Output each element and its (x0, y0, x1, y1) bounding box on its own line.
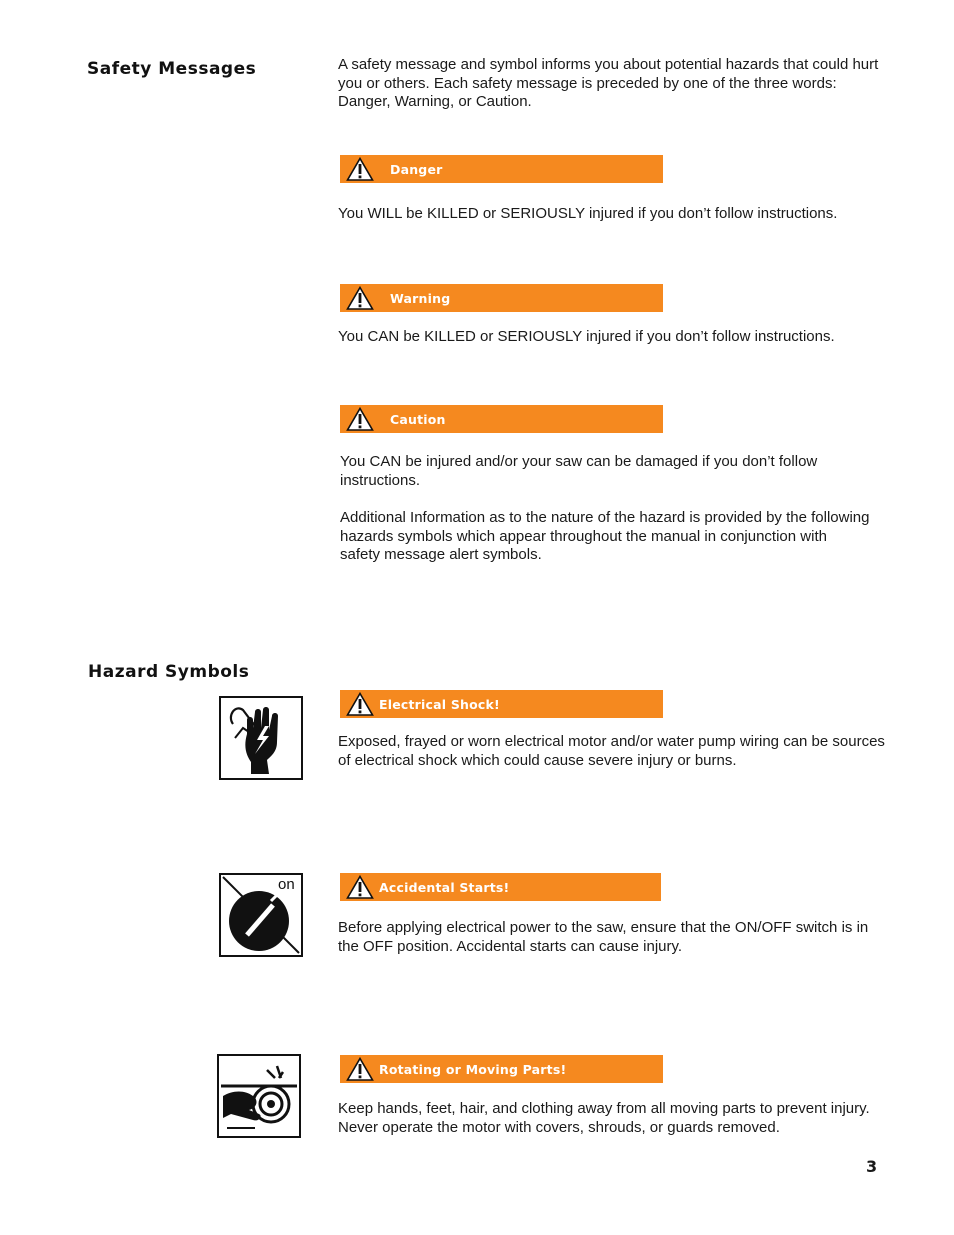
warning-triangle-icon (346, 875, 374, 899)
page-number: 3 (866, 1157, 878, 1176)
safety-messages-heading: Safety Messages (87, 59, 257, 79)
electrical-shock-banner (340, 690, 663, 718)
warning-banner (340, 284, 663, 312)
electrical-shock-icon (219, 696, 303, 780)
danger-label: Danger (390, 162, 443, 177)
accidental-starts-banner (340, 873, 661, 901)
accidental-starts-label: Accidental Starts! (379, 880, 510, 895)
danger-banner (340, 155, 663, 183)
rotating-parts-banner (340, 1055, 663, 1083)
rotating-parts-icon (217, 1054, 301, 1138)
danger-text: You WILL be KILLED or SERIOUSLY injured if you don’t follow instructions. (338, 205, 838, 222)
warning-triangle-icon (346, 286, 374, 310)
warning-triangle-icon (346, 407, 374, 431)
warning-triangle-icon (346, 157, 374, 181)
warning-text: You CAN be KILLED or SERIOUSLY injured if you don’t follow instructions. (338, 328, 835, 345)
hazard-symbols-heading: Hazard Symbols (88, 662, 250, 682)
warning-label: Warning (390, 291, 451, 306)
accidental-start-icon (219, 873, 303, 957)
electrical-shock-text: Exposed, frayed or worn electrical motor and/or water pump wiring can be sources of electrical shock which could cause severe injury or burns. (338, 733, 885, 769)
accidental-starts-text: Before applying electrical power to the saw, ensure that the ON/OFF switch is in the OFF position. Accidental starts can cause injury. (338, 919, 869, 955)
warning-triangle-icon (346, 692, 374, 716)
caution-label: Caution (390, 412, 446, 427)
caution-banner (340, 405, 663, 433)
electrical-shock-label: Electrical Shock! (379, 697, 500, 712)
rotating-parts-label: Rotating or Moving Parts! (379, 1062, 567, 1077)
additional-info-text: Additional Information as to the nature of the hazard is provided by the following hazards symbols which appear throughout the manual in conjunction with safety message alert symbols. (340, 509, 870, 563)
warning-triangle-icon (346, 1057, 374, 1081)
rotating-parts-text: Keep hands, feet, hair, and clothing away from all moving parts to prevent injury. Never operate the motor with covers, shrouds, or guards removed. (338, 1100, 870, 1136)
safety-intro-text: A safety message and symbol informs you about potential hazards that could hurt you or others. Each safety message is preceded by one of the three words: Danger, Warning, or Caution. (338, 56, 879, 110)
caution-text: You CAN be injured and/or your saw can be damaged if you don’t follow instructions. (340, 453, 818, 489)
on-text: on (278, 876, 295, 893)
